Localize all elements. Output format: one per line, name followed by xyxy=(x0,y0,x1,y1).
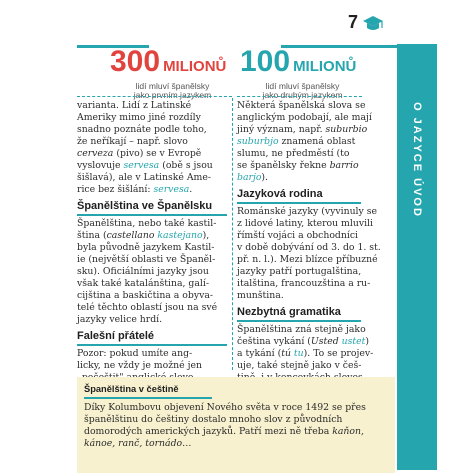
text-line: kánoe, ranč, tornádo… xyxy=(84,438,192,449)
text-line: cijština a baskičtina a obyva- xyxy=(77,290,214,301)
text-line: šišlavá), ale v Latinské Ame- xyxy=(77,172,211,183)
text-line: licky, ne vždy je možné jen xyxy=(77,360,202,371)
text-line: barjo). xyxy=(237,172,269,183)
text-line: Ameriky mimo jiné rozdíly xyxy=(77,112,201,123)
left-column xyxy=(77,100,227,384)
text-line: rice bez šišlání: servesa. xyxy=(77,184,193,195)
stat-caption: jako prvním jazykem xyxy=(133,90,212,100)
right-column xyxy=(237,100,393,384)
text-line: a tykání (tú tu). To se projev- xyxy=(237,348,374,359)
stat-unit: MILIONŮ xyxy=(163,58,227,75)
column-divider xyxy=(232,98,233,370)
text-line: z lidové latiny, kterou mluvili xyxy=(237,218,374,229)
graduation-cap-icon xyxy=(362,14,384,34)
divider xyxy=(237,96,362,97)
page-number: 7 xyxy=(348,12,359,32)
box-heading: Španělština v češtině xyxy=(84,384,179,394)
text-line: v době dobývání od 3. do 1. st. xyxy=(237,242,381,253)
stat-caption: lidí mluví španělsky xyxy=(265,81,340,91)
text-line: však také katalánština, galí- xyxy=(77,278,209,289)
text-line: se španělsky řekne barrio xyxy=(237,160,359,171)
text-line: suburbjo znamená oblast xyxy=(237,136,356,147)
text-line: varianta. Lidí z Latinské xyxy=(77,100,192,111)
section-heading: Nezbytná gramatika xyxy=(237,306,341,318)
text-line: telé těchto oblastí jsou na své xyxy=(77,302,218,313)
side-tab-label: O JAZYCE ÚVOD xyxy=(411,102,424,218)
section-heading: Španělština ve Španělsku xyxy=(77,200,213,212)
text-line: ština (castellano kastejano), xyxy=(77,230,210,241)
heading-underline xyxy=(77,344,227,346)
text-line: snadno poznáte podle toho, xyxy=(77,124,207,135)
text-line: španělštinu do češtiny dostalo mnoho slov z původních xyxy=(84,414,343,425)
text-line: ie (největší oblasti ve Španěl- xyxy=(77,254,216,265)
info-box xyxy=(77,377,395,473)
stat-caption: lidí mluví španělsky xyxy=(135,81,210,91)
section-heading: Jazyková rodina xyxy=(237,188,323,200)
text-line: že neříkají – např. slovo xyxy=(77,136,188,147)
text-line: italština, francouzština a ru- xyxy=(237,278,371,289)
stat-unit: MILIONŮ xyxy=(293,58,357,75)
text-line: čeština vykání (Usted ustet) xyxy=(237,336,370,347)
text-line: Španělština, nebo také kastil- xyxy=(77,218,217,229)
stat-caption: jako druhým jazykem xyxy=(262,90,343,100)
stat-number: 300 xyxy=(110,45,161,78)
stat-second-language xyxy=(240,47,365,100)
text-line: Španělština zná stejně jako xyxy=(237,324,366,335)
heading-underline xyxy=(77,214,227,216)
text-line: jazyky patří portugalština, xyxy=(237,266,362,277)
section-heading: Falešní přátelé xyxy=(77,330,155,342)
text-line: munština. xyxy=(237,290,284,301)
text-line: Pozor: pokud umíte ang- xyxy=(77,348,193,359)
text-line: anglickým podobají, ale mají xyxy=(237,112,372,123)
text-line: jiný význam, např. suburbio xyxy=(237,124,368,135)
text-line: byla původně jazykem Kastil- xyxy=(77,242,215,253)
text-line: slumu, ne předměstí (to xyxy=(237,148,350,159)
text-line: cerveza (pivo) se v Evropě xyxy=(77,148,202,159)
text-line: sku). Oficiálními jazyky jsou xyxy=(77,266,209,277)
heading-underline xyxy=(84,397,212,399)
stat-number: 100 xyxy=(240,45,291,78)
text-line: vyslovuje servesa (obě s jsou xyxy=(77,160,213,171)
heading-underline xyxy=(237,320,361,322)
text-line: Románské jazyky (vyvinuly se xyxy=(237,206,378,217)
text-line: římští vojáci a obchodníci xyxy=(237,230,359,241)
text-line: domorodých amerických jazyků. Patří mezi ně třeba kaňon, xyxy=(84,426,364,437)
text-line: Díky Kolumbovu objevení Nového světa v roce 1492 se přes xyxy=(84,402,366,413)
text-line: uje, také stejně jako v češ- xyxy=(237,360,362,371)
heading-underline xyxy=(237,202,361,204)
text-line: jazyky velice hrdí. xyxy=(77,314,163,325)
divider xyxy=(77,96,232,97)
text-line: př. n. l.). Mezi blízce příbuzné xyxy=(237,254,378,265)
text-line: Některá španělská slova se xyxy=(237,100,366,111)
stat-first-language xyxy=(110,47,235,100)
